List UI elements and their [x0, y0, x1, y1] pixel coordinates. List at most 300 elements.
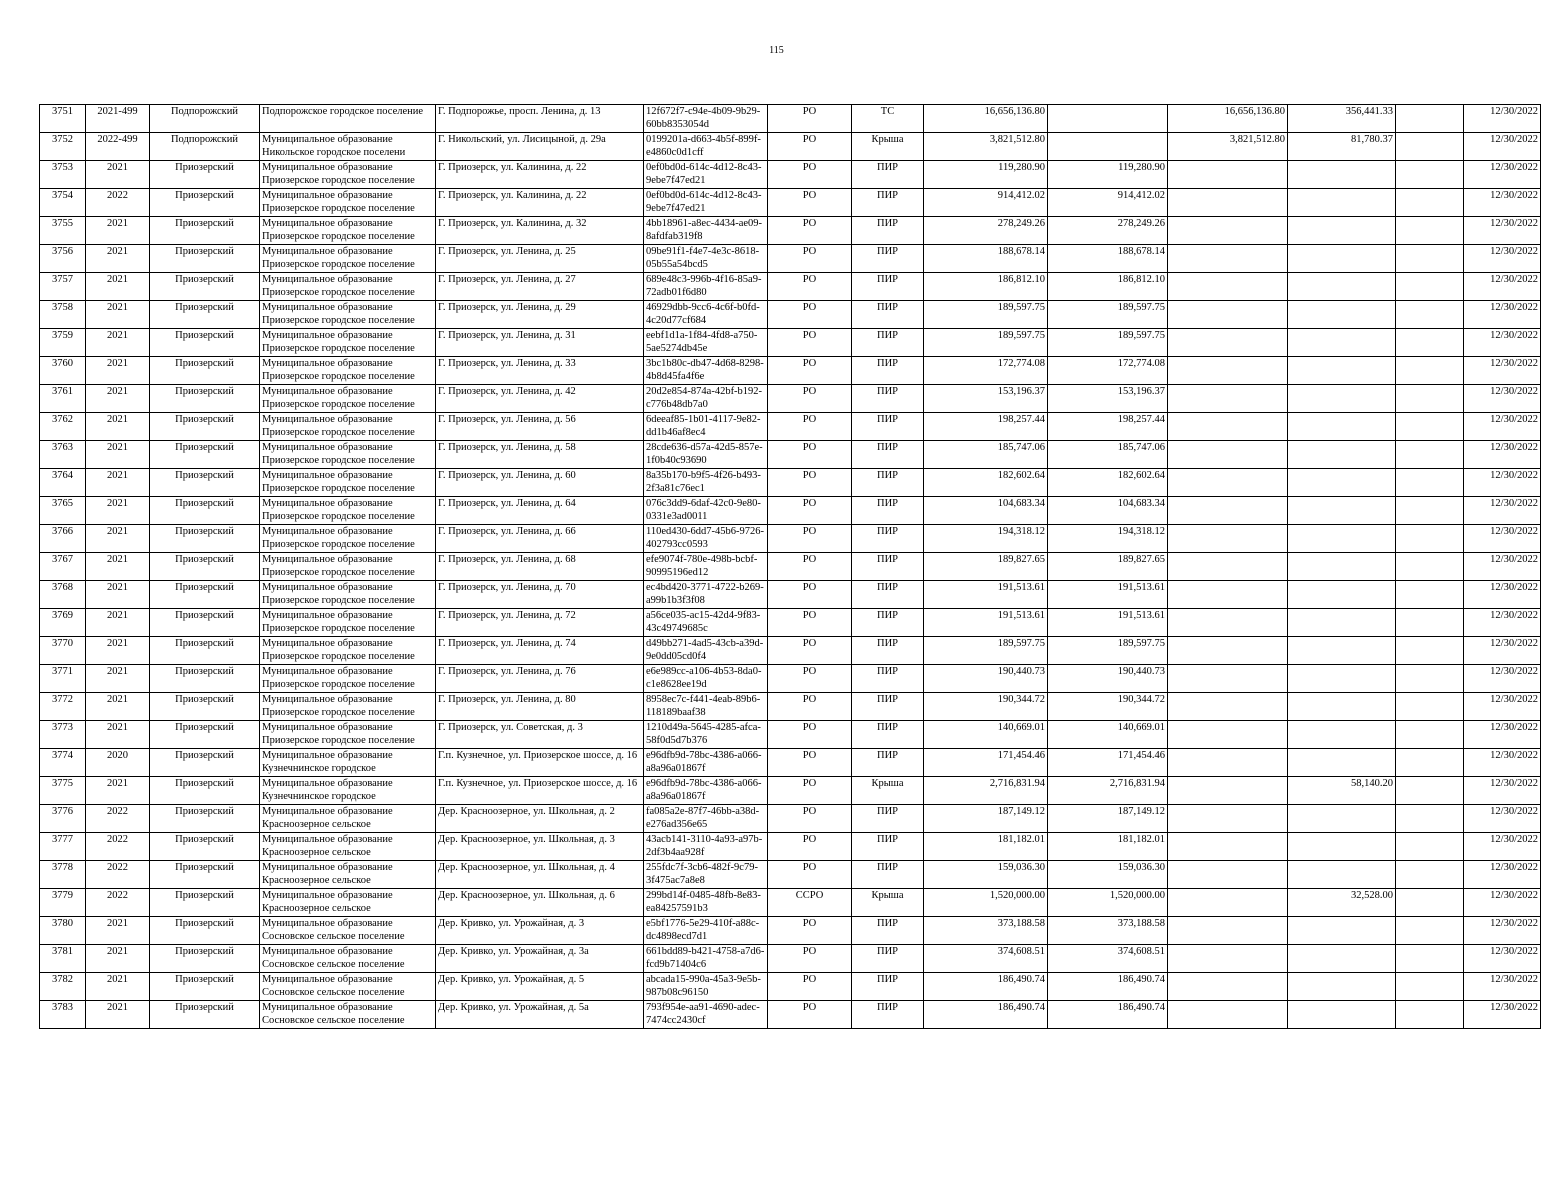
cell-cost-source-4	[1396, 581, 1464, 609]
cell-house-guid: 299bd14f-0485-48fb-8e83-ea84257591b3	[644, 889, 768, 917]
cell-address: Г.п. Кузнечное, ул. Приозерское шоссе, д. 16	[436, 777, 644, 805]
cell-address: Г. Приозерск, ул. Ленина, д. 66	[436, 525, 644, 553]
cell-cost-source-4	[1396, 217, 1464, 245]
cell-municipality: Муниципальное образование Приозерское городское поселение	[260, 301, 436, 329]
cell-row-number: 3760	[40, 357, 86, 385]
cell-cost-source-2	[1168, 469, 1288, 497]
cell-work-type: Крыша	[852, 133, 924, 161]
cell-program-type: РО	[768, 805, 852, 833]
table-row	[40, 805, 1541, 833]
cell-year: 2021	[86, 693, 150, 721]
table-row	[40, 917, 1541, 945]
cell-address: Дер. Кривко, ул. Урожайная, д. 3а	[436, 945, 644, 973]
cell-district: Приозерский	[150, 329, 260, 357]
cell-deadline-date: 12/30/2022	[1464, 525, 1541, 553]
cell-total-cost: 189,597.75	[924, 329, 1048, 357]
cell-program-type: РО	[768, 1001, 852, 1029]
cell-row-number: 3768	[40, 581, 86, 609]
cell-deadline-date: 12/30/2022	[1464, 917, 1541, 945]
cell-house-guid: 12f672f7-c94e-4b09-9b29-60bb8353054d	[644, 105, 768, 133]
cell-district: Приозерский	[150, 693, 260, 721]
cell-total-cost: 188,678.14	[924, 245, 1048, 273]
cell-cost-source-3	[1288, 301, 1396, 329]
cell-row-number: 3780	[40, 917, 86, 945]
cell-cost-source-1: 189,597.75	[1048, 301, 1168, 329]
cell-work-type: ПИР	[852, 161, 924, 189]
cell-cost-source-3	[1288, 665, 1396, 693]
cell-row-number: 3770	[40, 637, 86, 665]
cell-cost-source-1: 189,597.75	[1048, 637, 1168, 665]
cell-work-type: ПИР	[852, 805, 924, 833]
cell-cost-source-1: 172,774.08	[1048, 357, 1168, 385]
cell-house-guid: e96dfb9d-78bc-4386-a066-a8a96a01867f	[644, 749, 768, 777]
cell-row-number: 3755	[40, 217, 86, 245]
cell-address: Г. Приозерск, ул. Калинина, д. 22	[436, 189, 644, 217]
cell-house-guid: 076c3dd9-6daf-42c0-9e80-0331e3ad0011	[644, 497, 768, 525]
cell-cost-source-4	[1396, 329, 1464, 357]
cell-deadline-date: 12/30/2022	[1464, 1001, 1541, 1029]
cell-deadline-date: 12/30/2022	[1464, 441, 1541, 469]
cell-total-cost: 172,774.08	[924, 357, 1048, 385]
cell-district: Приозерский	[150, 1001, 260, 1029]
cell-address: Дер. Красноозерное, ул. Школьная, д. 6	[436, 889, 644, 917]
cell-cost-source-1: 171,454.46	[1048, 749, 1168, 777]
cell-deadline-date: 12/30/2022	[1464, 273, 1541, 301]
cell-year: 2021	[86, 637, 150, 665]
cell-house-guid: eebf1d1a-1f84-4fd8-a750-5ae5274db45e	[644, 329, 768, 357]
cell-year: 2021	[86, 581, 150, 609]
cell-cost-source-2	[1168, 889, 1288, 917]
cell-cost-source-2	[1168, 945, 1288, 973]
cell-work-type: ПИР	[852, 301, 924, 329]
cell-cost-source-4	[1396, 833, 1464, 861]
cell-district: Подпорожский	[150, 105, 260, 133]
cell-cost-source-2	[1168, 917, 1288, 945]
cell-deadline-date: 12/30/2022	[1464, 469, 1541, 497]
cell-district: Приозерский	[150, 609, 260, 637]
cell-cost-source-3	[1288, 357, 1396, 385]
cell-house-guid: 09be91f1-f4e7-4e3c-8618-05b55a54bcd5	[644, 245, 768, 273]
cell-total-cost: 190,344.72	[924, 693, 1048, 721]
cell-program-type: РО	[768, 133, 852, 161]
cell-program-type: РО	[768, 273, 852, 301]
cell-work-type: ПИР	[852, 413, 924, 441]
cell-total-cost: 186,490.74	[924, 1001, 1048, 1029]
cell-municipality: Муниципальное образование Приозерское городское поселение	[260, 693, 436, 721]
cell-total-cost: 190,440.73	[924, 665, 1048, 693]
cell-year: 2020	[86, 749, 150, 777]
cell-house-guid: 661bdd89-b421-4758-a7d6-fcd9b71404c6	[644, 945, 768, 973]
cell-cost-source-2	[1168, 805, 1288, 833]
cell-year: 2021	[86, 245, 150, 273]
cell-row-number: 3769	[40, 609, 86, 637]
cell-house-guid: e96dfb9d-78bc-4386-a066-a8a96a01867f	[644, 777, 768, 805]
cell-house-guid: abcada15-990a-45a3-9e5b-987b08c96150	[644, 973, 768, 1001]
cell-program-type: РО	[768, 861, 852, 889]
cell-work-type: ТС	[852, 105, 924, 133]
cell-cost-source-2	[1168, 777, 1288, 805]
table-row	[40, 749, 1541, 777]
cell-deadline-date: 12/30/2022	[1464, 805, 1541, 833]
cell-district: Приозерский	[150, 861, 260, 889]
cell-deadline-date: 12/30/2022	[1464, 721, 1541, 749]
cell-house-guid: 4bb18961-a8ec-4434-ae09-8afdfab319f8	[644, 217, 768, 245]
cell-program-type: РО	[768, 721, 852, 749]
cell-program-type: РО	[768, 553, 852, 581]
cell-row-number: 3758	[40, 301, 86, 329]
cell-total-cost: 119,280.90	[924, 161, 1048, 189]
cell-cost-source-3: 58,140.20	[1288, 777, 1396, 805]
cell-address: Г. Приозерск, ул. Ленина, д. 33	[436, 357, 644, 385]
cell-cost-source-3: 81,780.37	[1288, 133, 1396, 161]
cell-house-guid: 0199201a-d663-4b5f-899f-e4860c0d1cff	[644, 133, 768, 161]
table-row	[40, 609, 1541, 637]
cell-cost-source-4	[1396, 861, 1464, 889]
cell-municipality: Муниципальное образование Красноозерное сельское	[260, 861, 436, 889]
cell-cost-source-2	[1168, 245, 1288, 273]
cell-municipality: Муниципальное образование Приозерское городское поселение	[260, 245, 436, 273]
cell-year: 2021	[86, 161, 150, 189]
cell-total-cost: 187,149.12	[924, 805, 1048, 833]
cell-cost-source-1: 186,490.74	[1048, 1001, 1168, 1029]
cell-cost-source-3	[1288, 189, 1396, 217]
cell-cost-source-1: 194,318.12	[1048, 525, 1168, 553]
cell-district: Приозерский	[150, 665, 260, 693]
cell-house-guid: efe9074f-780e-498b-bcbf-90995196ed12	[644, 553, 768, 581]
cell-cost-source-1: 104,683.34	[1048, 497, 1168, 525]
cell-address: Г. Приозерск, ул. Ленина, д. 27	[436, 273, 644, 301]
table-row	[40, 693, 1541, 721]
cell-cost-source-1	[1048, 105, 1168, 133]
cell-year: 2021	[86, 945, 150, 973]
table-body	[40, 105, 1541, 1029]
cell-cost-source-2	[1168, 721, 1288, 749]
cell-row-number: 3766	[40, 525, 86, 553]
cell-total-cost: 185,747.06	[924, 441, 1048, 469]
cell-address: Г. Подпорожье, просп. Ленина, д. 13	[436, 105, 644, 133]
cell-cost-source-2	[1168, 973, 1288, 1001]
cell-district: Приозерский	[150, 553, 260, 581]
cell-cost-source-1: 153,196.37	[1048, 385, 1168, 413]
cell-work-type: ПИР	[852, 749, 924, 777]
cell-program-type: РО	[768, 917, 852, 945]
cell-total-cost: 182,602.64	[924, 469, 1048, 497]
cell-cost-source-3	[1288, 161, 1396, 189]
cell-cost-source-4	[1396, 805, 1464, 833]
cell-municipality: Муниципальное образование Приозерское городское поселение	[260, 273, 436, 301]
cell-district: Приозерский	[150, 385, 260, 413]
cell-deadline-date: 12/30/2022	[1464, 693, 1541, 721]
cell-total-cost: 159,036.30	[924, 861, 1048, 889]
cell-total-cost: 373,188.58	[924, 917, 1048, 945]
cell-district: Приозерский	[150, 917, 260, 945]
cell-row-number: 3759	[40, 329, 86, 357]
cell-municipality: Муниципальное образование Сосновское сельское поселение	[260, 1001, 436, 1029]
cell-year: 2021	[86, 497, 150, 525]
cell-row-number: 3781	[40, 945, 86, 973]
cell-cost-source-2	[1168, 217, 1288, 245]
cell-cost-source-4	[1396, 133, 1464, 161]
cell-address: Дер. Кривко, ул. Урожайная, д. 3	[436, 917, 644, 945]
cell-municipality: Муниципальное образование Сосновское сельское поселение	[260, 945, 436, 973]
cell-cost-source-1: 189,597.75	[1048, 329, 1168, 357]
cell-program-type: РО	[768, 973, 852, 1001]
cell-deadline-date: 12/30/2022	[1464, 301, 1541, 329]
cell-cost-source-4	[1396, 413, 1464, 441]
cell-cost-source-3	[1288, 413, 1396, 441]
cell-row-number: 3751	[40, 105, 86, 133]
cell-year: 2021	[86, 973, 150, 1001]
table-row	[40, 1001, 1541, 1029]
cell-address: Г. Приозерск, ул. Ленина, д. 72	[436, 609, 644, 637]
cell-cost-source-4	[1396, 917, 1464, 945]
cell-year: 2021	[86, 609, 150, 637]
cell-municipality: Муниципальное образование Приозерское городское поселение	[260, 441, 436, 469]
cell-year: 2021	[86, 273, 150, 301]
cell-cost-source-3	[1288, 385, 1396, 413]
cell-program-type: РО	[768, 693, 852, 721]
cell-cost-source-1: 190,440.73	[1048, 665, 1168, 693]
cell-cost-source-2	[1168, 833, 1288, 861]
cell-municipality: Муниципальное образование Приозерское городское поселение	[260, 189, 436, 217]
cell-deadline-date: 12/30/2022	[1464, 385, 1541, 413]
cell-cost-source-2	[1168, 1001, 1288, 1029]
cell-cost-source-1: 181,182.01	[1048, 833, 1168, 861]
cell-cost-source-2	[1168, 189, 1288, 217]
cell-cost-source-2	[1168, 357, 1288, 385]
cell-total-cost: 140,669.01	[924, 721, 1048, 749]
cell-program-type: РО	[768, 497, 852, 525]
cell-cost-source-4	[1396, 189, 1464, 217]
cell-address: Г. Приозерск, ул. Ленина, д. 76	[436, 665, 644, 693]
cell-deadline-date: 12/30/2022	[1464, 973, 1541, 1001]
cell-address: Дер. Кривко, ул. Урожайная, д. 5	[436, 973, 644, 1001]
cell-row-number: 3752	[40, 133, 86, 161]
cell-work-type: ПИР	[852, 245, 924, 273]
cell-cost-source-4	[1396, 273, 1464, 301]
cell-program-type: РО	[768, 413, 852, 441]
cell-municipality: Муниципальное образование Кузнечнинское городское	[260, 777, 436, 805]
cell-total-cost: 189,597.75	[924, 637, 1048, 665]
cell-cost-source-3	[1288, 693, 1396, 721]
cell-deadline-date: 12/30/2022	[1464, 945, 1541, 973]
cell-cost-source-1: 186,812.10	[1048, 273, 1168, 301]
cell-work-type: ПИР	[852, 497, 924, 525]
cell-program-type: РО	[768, 161, 852, 189]
cell-district: Приозерский	[150, 245, 260, 273]
cell-total-cost: 1,520,000.00	[924, 889, 1048, 917]
cell-cost-source-3	[1288, 945, 1396, 973]
cell-house-guid: 689e48c3-996b-4f16-85a9-72adb01f6d80	[644, 273, 768, 301]
cell-cost-source-4	[1396, 469, 1464, 497]
cell-cost-source-2	[1168, 161, 1288, 189]
cell-cost-source-3	[1288, 917, 1396, 945]
cell-address: Дер. Красноозерное, ул. Школьная, д. 4	[436, 861, 644, 889]
cell-cost-source-1: 185,747.06	[1048, 441, 1168, 469]
cell-house-guid: 3bc1b80c-db47-4d68-8298-4b8d45fa4f6e	[644, 357, 768, 385]
cell-municipality: Муниципальное образование Приозерское городское поселение	[260, 553, 436, 581]
cell-total-cost: 191,513.61	[924, 609, 1048, 637]
cell-work-type: Крыша	[852, 889, 924, 917]
table-row	[40, 581, 1541, 609]
cell-row-number: 3776	[40, 805, 86, 833]
table-row	[40, 245, 1541, 273]
table-row	[40, 161, 1541, 189]
cell-address: Дер. Красноозерное, ул. Школьная, д. 3	[436, 833, 644, 861]
cell-deadline-date: 12/30/2022	[1464, 609, 1541, 637]
cell-municipality: Муниципальное образование Сосновское сельское поселение	[260, 917, 436, 945]
cell-cost-source-2	[1168, 553, 1288, 581]
cell-cost-source-3	[1288, 721, 1396, 749]
cell-district: Приозерский	[150, 833, 260, 861]
table-row	[40, 945, 1541, 973]
cell-municipality: Муниципальное образование Приозерское городское поселение	[260, 161, 436, 189]
table-row	[40, 441, 1541, 469]
cell-municipality: Муниципальное образование Приозерское городское поселение	[260, 357, 436, 385]
cell-program-type: РО	[768, 441, 852, 469]
cell-work-type: ПИР	[852, 917, 924, 945]
cell-row-number: 3782	[40, 973, 86, 1001]
cell-cost-source-3	[1288, 609, 1396, 637]
cell-municipality: Муниципальное образование Никольское городское поселени	[260, 133, 436, 161]
cell-cost-source-2	[1168, 329, 1288, 357]
cell-address: Г. Приозерск, ул. Ленина, д. 25	[436, 245, 644, 273]
cell-program-type: РО	[768, 749, 852, 777]
cell-cost-source-2: 16,656,136.80	[1168, 105, 1288, 133]
cell-cost-source-3: 32,528.00	[1288, 889, 1396, 917]
cell-work-type: ПИР	[852, 945, 924, 973]
cell-deadline-date: 12/30/2022	[1464, 245, 1541, 273]
cell-work-type: ПИР	[852, 665, 924, 693]
cell-row-number: 3761	[40, 385, 86, 413]
cell-address: Г. Приозерск, ул. Ленина, д. 42	[436, 385, 644, 413]
table-row	[40, 105, 1541, 133]
table-row	[40, 189, 1541, 217]
cell-municipality: Муниципальное образование Приозерское городское поселение	[260, 525, 436, 553]
cell-house-guid: e6e989cc-a106-4b53-8da0-c1e8628ee19d	[644, 665, 768, 693]
cell-year: 2022	[86, 833, 150, 861]
cell-address: Г. Приозерск, ул. Ленина, д. 58	[436, 441, 644, 469]
cell-address: Г. Приозерск, ул. Калинина, д. 32	[436, 217, 644, 245]
cell-cost-source-4	[1396, 357, 1464, 385]
cell-year: 2021	[86, 721, 150, 749]
cell-municipality: Муниципальное образование Приозерское городское поселение	[260, 665, 436, 693]
page-number: 115	[769, 45, 784, 56]
cell-deadline-date: 12/30/2022	[1464, 133, 1541, 161]
cell-municipality: Муниципальное образование Приозерское городское поселение	[260, 329, 436, 357]
cell-work-type: ПИР	[852, 637, 924, 665]
cell-house-guid: 43acb141-3110-4a93-a97b-2df3b4aa928f	[644, 833, 768, 861]
cell-total-cost: 278,249.26	[924, 217, 1048, 245]
cell-year: 2021-499	[86, 105, 150, 133]
cell-cost-source-4	[1396, 889, 1464, 917]
cell-program-type: ССРО	[768, 889, 852, 917]
cell-year: 2022	[86, 189, 150, 217]
cell-cost-source-1: 119,280.90	[1048, 161, 1168, 189]
cell-row-number: 3757	[40, 273, 86, 301]
cell-cost-source-2	[1168, 581, 1288, 609]
cell-program-type: РО	[768, 777, 852, 805]
cell-cost-source-1: 374,608.51	[1048, 945, 1168, 973]
cell-cost-source-4	[1396, 777, 1464, 805]
cell-year: 2021	[86, 413, 150, 441]
cell-total-cost: 374,608.51	[924, 945, 1048, 973]
cell-cost-source-1: 189,827.65	[1048, 553, 1168, 581]
cell-cost-source-1: 190,344.72	[1048, 693, 1168, 721]
cell-deadline-date: 12/30/2022	[1464, 413, 1541, 441]
cell-cost-source-4	[1396, 553, 1464, 581]
cell-address: Г.п. Кузнечное, ул. Приозерское шоссе, д. 16	[436, 749, 644, 777]
cell-district: Приозерский	[150, 945, 260, 973]
cell-house-guid: 0ef0bd0d-614c-4d12-8c43-9ebe7f47ed21	[644, 189, 768, 217]
table-row	[40, 329, 1541, 357]
cell-total-cost: 181,182.01	[924, 833, 1048, 861]
cell-program-type: РО	[768, 525, 852, 553]
cell-row-number: 3764	[40, 469, 86, 497]
cell-program-type: РО	[768, 637, 852, 665]
cell-cost-source-2	[1168, 693, 1288, 721]
cell-year: 2022-499	[86, 133, 150, 161]
cell-address: Дер. Кривко, ул. Урожайная, д. 5а	[436, 1001, 644, 1029]
cell-municipality: Подпорожское городское поселение	[260, 105, 436, 133]
cell-deadline-date: 12/30/2022	[1464, 581, 1541, 609]
cell-program-type: РО	[768, 105, 852, 133]
cell-cost-source-3	[1288, 1001, 1396, 1029]
cell-house-guid: 793f954e-aa91-4690-adec-7474cc2430cf	[644, 1001, 768, 1029]
cell-total-cost: 186,490.74	[924, 973, 1048, 1001]
cell-year: 2021	[86, 917, 150, 945]
cell-cost-source-3	[1288, 805, 1396, 833]
cell-cost-source-2	[1168, 861, 1288, 889]
cell-house-guid: ec4bd420-3771-4722-b269-a99b1b3f3f08	[644, 581, 768, 609]
cell-work-type: ПИР	[852, 693, 924, 721]
cell-district: Приозерский	[150, 161, 260, 189]
table-row	[40, 273, 1541, 301]
cell-district: Приозерский	[150, 749, 260, 777]
cell-cost-source-3	[1288, 329, 1396, 357]
cell-year: 2021	[86, 469, 150, 497]
cell-year: 2021	[86, 441, 150, 469]
cell-cost-source-1: 278,249.26	[1048, 217, 1168, 245]
cell-cost-source-3	[1288, 497, 1396, 525]
cell-municipality: Муниципальное образование Приозерское городское поселение	[260, 385, 436, 413]
cell-work-type: ПИР	[852, 1001, 924, 1029]
cell-program-type: РО	[768, 945, 852, 973]
cell-program-type: РО	[768, 609, 852, 637]
cell-cost-source-3: 356,441.33	[1288, 105, 1396, 133]
table-row	[40, 861, 1541, 889]
cell-cost-source-1: 2,716,831.94	[1048, 777, 1168, 805]
cell-program-type: РО	[768, 329, 852, 357]
cell-work-type: ПИР	[852, 329, 924, 357]
cell-program-type: РО	[768, 217, 852, 245]
cell-district: Подпорожский	[150, 133, 260, 161]
cell-municipality: Муниципальное образование Приозерское городское поселение	[260, 637, 436, 665]
cell-cost-source-1: 159,036.30	[1048, 861, 1168, 889]
cell-year: 2021	[86, 553, 150, 581]
table-row	[40, 469, 1541, 497]
cell-district: Приозерский	[150, 217, 260, 245]
cell-address: Г. Приозерск, ул. Ленина, д. 56	[436, 413, 644, 441]
cell-address: Г. Приозерск, ул. Ленина, д. 60	[436, 469, 644, 497]
cell-district: Приозерский	[150, 301, 260, 329]
cell-total-cost: 171,454.46	[924, 749, 1048, 777]
cell-house-guid: 1210d49a-5645-4285-afca-58f0d5d7b376	[644, 721, 768, 749]
cell-row-number: 3775	[40, 777, 86, 805]
cell-work-type: ПИР	[852, 973, 924, 1001]
cell-cost-source-3	[1288, 441, 1396, 469]
cell-cost-source-4	[1396, 721, 1464, 749]
